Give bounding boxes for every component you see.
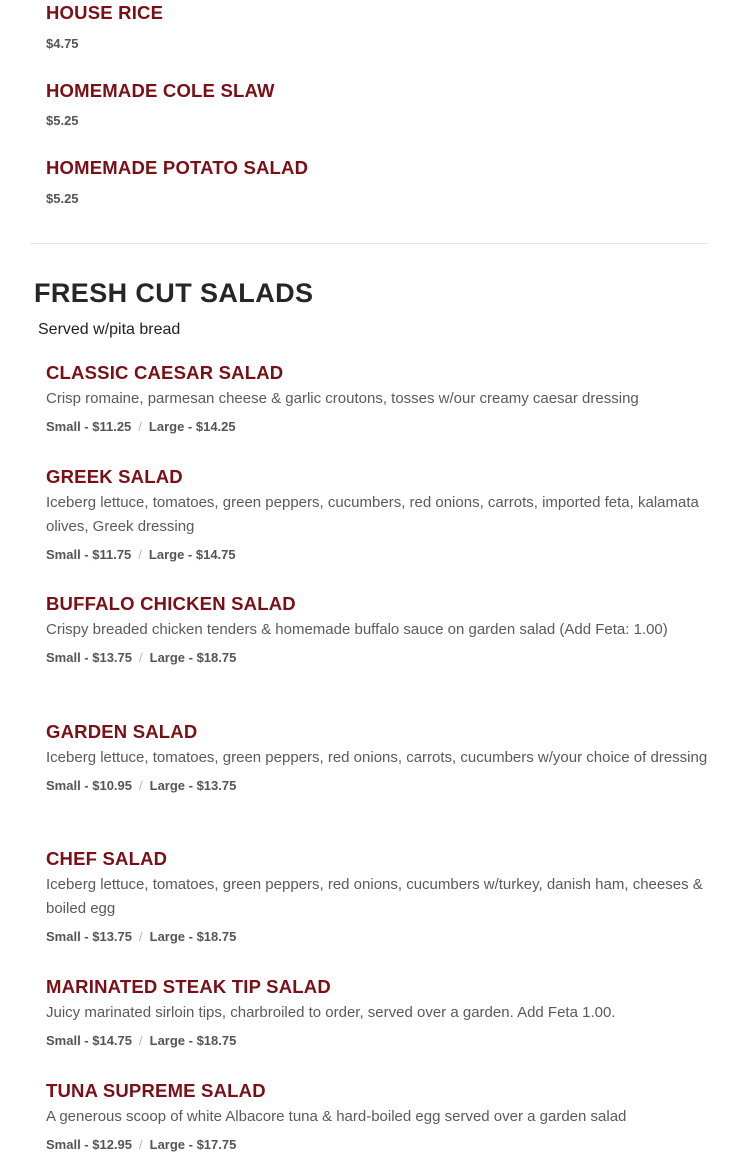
price-separator: / <box>139 929 143 944</box>
item-description: Iceberg lettuce, tomatoes, green peppers, red onions, cucumbers w/turkey, danish ham, cheeses & boiled egg <box>46 876 703 917</box>
item-price: $5.25 <box>46 113 79 128</box>
price-separator: / <box>139 1137 143 1152</box>
item-name: MARINATED STEAK TIP SALAD <box>46 976 331 997</box>
item-name: GREEK SALAD <box>46 466 183 487</box>
price-small: Small - $13.75 <box>46 929 132 944</box>
price-large: Large - $18.75 <box>149 650 237 665</box>
price-small: Small - $11.75 <box>46 547 132 562</box>
menu-item-tuna-supreme-salad <box>46 1080 721 1154</box>
section-title: FRESH CUT SALADS <box>34 278 314 308</box>
item-prices <box>46 649 721 667</box>
item-description: Iceberg lettuce, tomatoes, green peppers, cucumbers, red onions, carrots, imported feta, kalamata olives, Greek dressing <box>46 494 699 535</box>
item-prices <box>46 1136 721 1154</box>
price-large: Large - $17.75 <box>149 1137 237 1152</box>
price-separator: / <box>138 419 142 434</box>
price-small: Small - $10.95 <box>46 778 132 793</box>
item-prices <box>46 777 737 795</box>
item-description: Juicy marinated sirloin tips, charbroiled to order, served over a garden. Add Feta 1.00. <box>46 1004 616 1021</box>
menu-item-house-rice <box>46 2 721 53</box>
item-name: HOMEMADE POTATO SALAD <box>46 157 309 178</box>
item-description: Crisp romaine, parmesan cheese & garlic croutons, tosses w/our creamy caesar dressing <box>46 390 639 407</box>
section-divider <box>30 243 708 244</box>
price-large: Large - $14.25 <box>148 419 236 434</box>
item-name: GARDEN SALAD <box>46 721 198 742</box>
price-separator: / <box>139 778 143 793</box>
price-large: Large - $13.75 <box>149 778 237 793</box>
price-small: Small - $11.25 <box>46 419 132 434</box>
item-name: HOUSE RICE <box>46 2 164 23</box>
item-prices <box>46 546 721 564</box>
item-prices <box>46 418 721 436</box>
price-large: Large - $18.75 <box>149 929 237 944</box>
price-small: Small - $12.95 <box>46 1137 132 1152</box>
price-separator: / <box>139 650 143 665</box>
menu-item-greek-salad <box>46 466 721 564</box>
price-separator: / <box>138 547 142 562</box>
price-small: Small - $13.75 <box>46 650 132 665</box>
price-small: Small - $14.75 <box>46 1033 132 1048</box>
item-price: $5.25 <box>46 191 79 206</box>
menu-item-caesar-salad <box>46 362 721 436</box>
item-name: CLASSIC CAESAR SALAD <box>46 362 284 383</box>
item-name: HOMEMADE COLE SLAW <box>46 80 275 101</box>
section-subtitle: Served w/pita bread <box>38 321 181 338</box>
item-prices <box>46 928 721 946</box>
item-description: Crispy breaded chicken tenders & homemade buffalo sauce on garden salad (Add Feta: 1.00) <box>46 621 668 638</box>
menu-item-steak-tip-salad <box>46 976 721 1050</box>
item-name: BUFFALO CHICKEN SALAD <box>46 593 296 614</box>
price-large: Large - $14.75 <box>148 547 236 562</box>
item-name: TUNA SUPREME SALAD <box>46 1080 266 1101</box>
menu-item-garden-salad <box>46 721 737 795</box>
item-description: Iceberg lettuce, tomatoes, green peppers, red onions, carrots, cucumbers w/your choice of dressing <box>46 749 708 766</box>
item-prices <box>46 1032 721 1050</box>
menu-item-potato-salad <box>46 157 721 208</box>
item-price: $4.75 <box>46 36 79 51</box>
item-description: A generous scoop of white Albacore tuna & hard-boiled egg served over a garden salad <box>46 1108 627 1125</box>
menu-item-chef-salad <box>46 848 721 946</box>
price-separator: / <box>139 1033 143 1048</box>
item-name: CHEF SALAD <box>46 848 168 869</box>
price-large: Large - $18.75 <box>149 1033 237 1048</box>
menu-item-cole-slaw <box>46 80 721 130</box>
menu-item-buffalo-chicken-salad <box>46 593 721 667</box>
